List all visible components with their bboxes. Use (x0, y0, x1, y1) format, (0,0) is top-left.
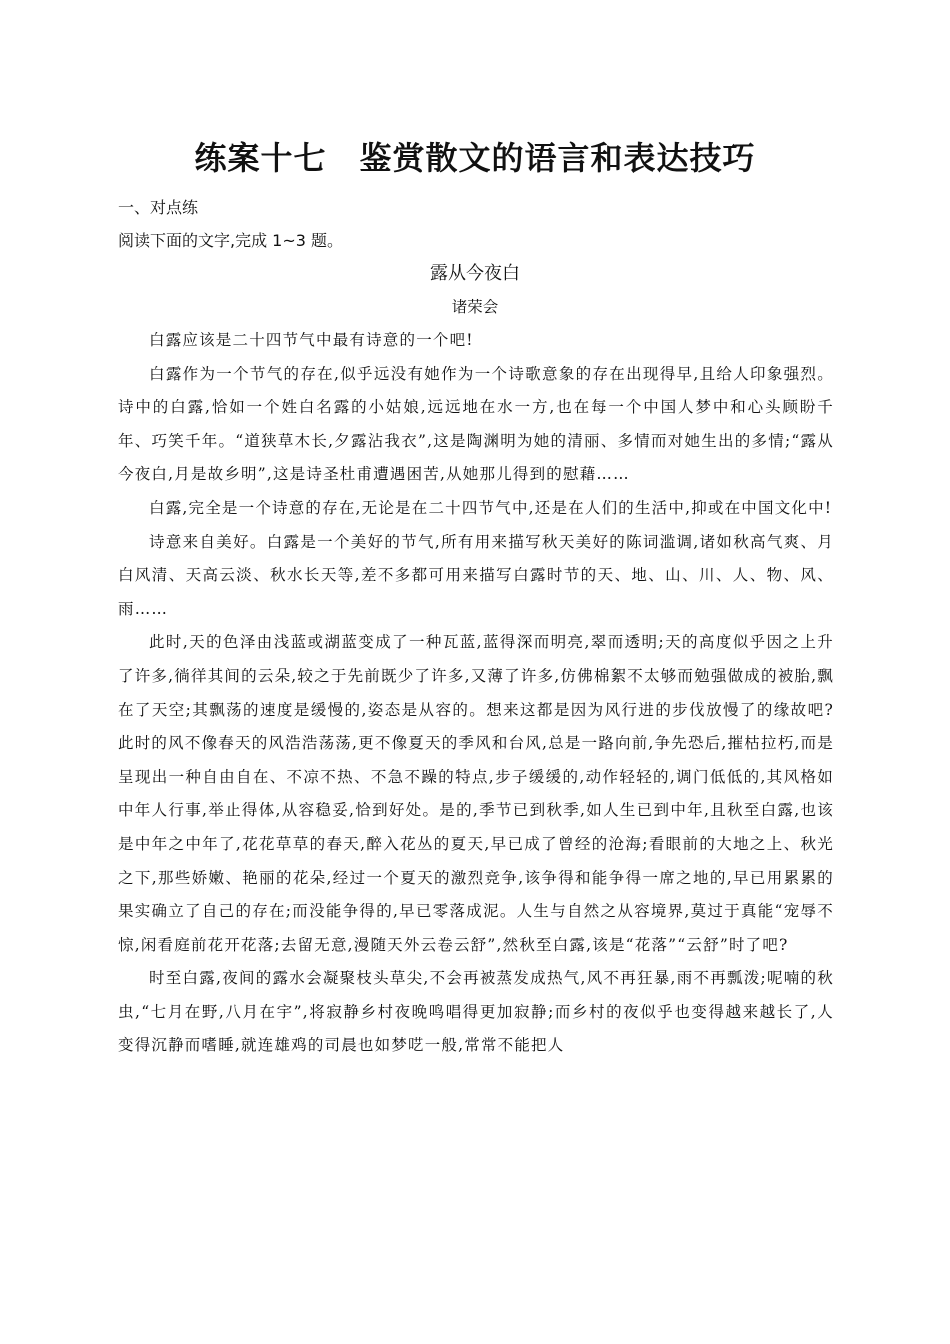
paragraph: 白露应该是二十四节气中最有诗意的一个吧! (149, 331, 474, 349)
paragraph: 此时,天的色泽由浅蓝或湖蓝变成了一种瓦蓝,蓝得深而明亮,翠而透明;天的高度似乎因之上升了许多,徜徉其间的云朵,较之于先前既少了许多,又薄了许多,仿佛棉絮不太够而勉强做成的被胎,飘在了天空;其飘荡的速度是缓慢的,姿态是从容的。想来这都是因为风行进的步伐放慢了的缘故吧?此时的风不像春天的风浩浩荡荡,更不像夏天的季风和台风,总是一路向前,争先恐后,摧枯拉朽,而是呈现出一种自由自在、不凉不热、不急不躁的特点,步子缓缓的,动作轻轻的,调门低低的,其风格如中年人行事,举止得体,从容稳妥,恰到好处。是的,季节已到秋季,如人生已到中年,且秋至白露,也该是中年之中年了,花花草草的春天,醉入花丛的夏天,早已成了曾经的沧海;看眼前的大地之上、秋光之下,那些娇嫩、艳丽的花朵,经过一个夏天的激烈竞争,该争得和能争得一席之地的,早已用累累的果实确立了自己的存在;而没能争得的,早已零落成泥。人生与自然之从容境界,莫过于真能“宠辱不惊,闲看庭前花开花落;去留无意,漫随天外云卷云舒”,然秋至白露,该是“花落”“云舒”时了吧? (118, 633, 834, 954)
paragraph: 白露,完全是一个诗意的存在,无论是在二十四节气中,还是在人们的生活中,抑或在中国文化中! (149, 498, 833, 517)
page-title: 练案十七 鉴赏散文的语言和表达技巧 (194, 139, 756, 177)
reading-instruction: 阅读下面的文字,完成 1~3 题。 (118, 231, 344, 250)
paragraph: 白露作为一个节气的存在,似乎远没有她作为一个诗歌意象的存在出现得早,且给人印象强烈。诗中的白露,恰如一个姓白名露的小姑娘,远远地在水一方,也在每一个中国人梦中和心头顾盼千年、巧笑千年。“道狭草木长,夕露沾我衣”,这是陶渊明为她的清丽、多情而对她生出的多情;“露从今夜白,月是故乡明”,这是诗圣杜甫遭遇困苦,从她那儿得到的慰藉…… (118, 364, 834, 484)
essay-title: 露从今夜白 (430, 263, 520, 284)
section-label: 一、对点练 (118, 198, 199, 217)
paragraph: 诗意来自美好。白露是一个美好的节气,所有用来描写秋天美好的陈词滥调,诸如秋高气爽、月白风清、天高云淡、秋水长天等,差不多都可用来描写白露时节的天、地、山、川、人、物、风、雨…… (118, 532, 834, 618)
essay-author: 诸荣会 (451, 298, 499, 316)
essay-body (118, 324, 834, 1063)
paragraph: 时至白露,夜间的露水会凝聚枝头草尖,不会再被蒸发成热气,风不再狂暴,雨不再瓢泼;呢喃的秋虫,“七月在野,八月在宇”,将寂静乡村夜晚鸣唱得更加寂静;而乡村的夜似乎也变得越来越长了,人变得沉静而嗜睡,就连雄鸡的司晨也如梦呓一般,常常不能把人 (118, 969, 834, 1055)
